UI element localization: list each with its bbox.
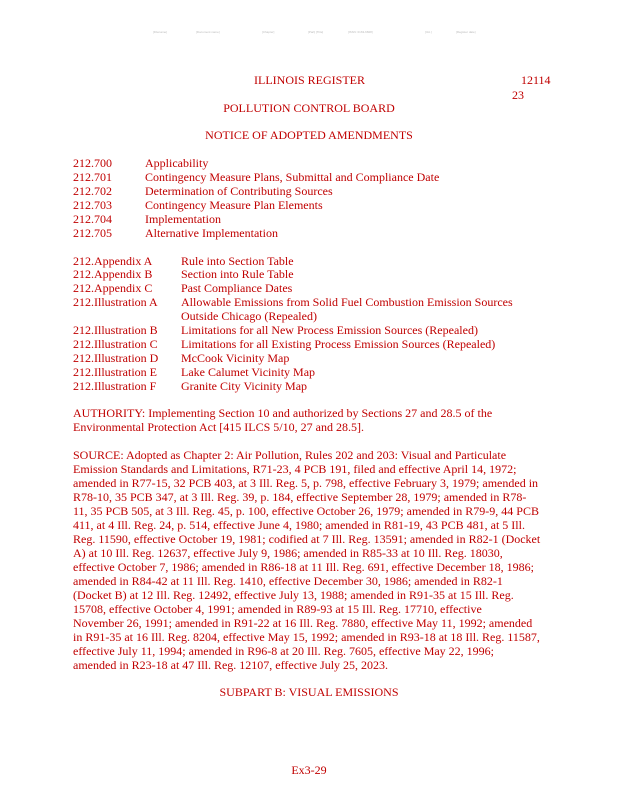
appendix-title: Section into Rule Table [181,267,294,281]
appendix-number: 212.Appendix C [73,281,153,295]
notice-title: NOTICE OF ADOPTED AMENDMENTS [205,128,413,142]
appendix-number: 212.Illustration E [73,365,157,379]
authority-text-line: AUTHORITY: Implementing Section 10 and authorized by Sections 27 and 28.5 of the [73,406,493,420]
footer-page-label: Ex3-29 [291,763,327,777]
section-number: 212.700 [73,156,112,170]
source-text-line: 15708, effective October 4, 1991; amended in R89-93 at 15 Ill. Reg. 17710, effective [73,602,482,616]
faint-header-field: [Part] [Title] [308,30,324,34]
source-text-line: A) at 10 Ill. Reg. 12637, effective July 9, 1986; amended in R85-33 at 10 Ill. Reg. 18030, [73,546,503,560]
source-text-line: Reg. 11590, effective October 19, 1981; codified at 7 Ill. Reg. 13591; amended in R82-1 (Docket [73,532,541,546]
source-text-line: amended in R23-18 at 47 Ill. Reg. 12107, effective July 25, 2023. [73,658,389,672]
appendix-title: Limitations for all Existing Process Emission Sources (Repealed) [181,337,496,351]
section-number: 212.704 [73,212,112,226]
board-title: POLLUTION CONTROL BOARD [223,101,395,115]
authority-text-line: Environmental Protection Act [415 ILCS 5/10, 27 and 28.5]. [73,420,364,434]
source-text-line: effective October 7, 1986; amended in R86-18 at 11 Ill. Reg. 691, effective December 18, 1986; [73,560,534,574]
appendix-number: 212.Appendix A [73,254,153,268]
faint-header-field: [ISSN: 0163-6828] [348,30,373,34]
section-number: 212.702 [73,184,112,198]
source-text-line: 411, at 4 Ill. Reg. 24, p. 514, effective June 4, 1980; amended in R81-19, 43 PCB 481, at 5 Ill. [73,518,525,532]
appendix-title: McCook Vicinity Map [181,351,290,365]
faint-header-field: [Chapter] [262,30,275,34]
section-title: Applicability [145,156,209,170]
appendix-number: 212.Illustration B [73,323,158,337]
faint-header-field: [Filename] [153,30,168,34]
section-title: Implementation [145,212,221,226]
page-number-suffix: 23 [512,88,524,102]
source-text-line: amended in R84-42 at 11 Ill. Reg. 1410, effective December 30, 1986; amended in R82-1 [73,574,503,588]
appendix-number: 212.Illustration A [73,295,158,309]
section-number: 212.705 [73,226,112,240]
section-title: Determination of Contributing Sources [145,184,333,198]
appendix-title: Limitations for all New Process Emission Sources (Repealed) [181,323,478,337]
source-text-line: 11, 35 PCB 505, at 3 Ill. Reg. 45, p. 100, effective October 26, 1979; amended in R79-9, 44 PCB [73,504,539,518]
section-number: 212.701 [73,170,112,184]
source-text-line: (Docket B) at 12 Ill. Reg. 12492, effective July 13, 1988; amended in R91-35 at 15 Ill. Reg. [73,588,514,602]
appendix-number: 212.Illustration D [73,351,159,365]
source-text-line: amended in R77-15, 32 PCB 403, at 3 Ill. Reg. 5, p. 798, effective February 3, 1979; amended in [73,476,539,490]
appendix-title: Lake Calumet Vicinity Map [181,365,316,379]
source-text-line: R78-10, 35 PCB 347, at 3 Ill. Reg. 39, p. 184, effective September 28, 1979; amended in R78- [73,490,527,504]
faint-header-field: [Vol.] [425,30,432,34]
source-text-line: SOURCE: Adopted as Chapter 2: Air Pollution, Rules 202 and 203: Visual and Particulate [73,448,507,462]
source-text-line: in R91-35 at 16 Ill. Reg. 8204, effective May 15, 1992; amended in R93-18 at 18 Ill. Reg. 11587, [73,630,540,644]
faint-header-field: [Register date] [456,30,476,34]
source-text-line: effective July 11, 1994; amended in R96-8 at 20 Ill. Reg. 7605, effective May 22, 1996; [73,644,495,658]
subpart-heading: SUBPART B: VISUAL EMISSIONS [219,685,399,699]
section-title: Alternative Implementation [145,226,278,240]
appendix-title: Rule into Section Table [181,254,294,268]
source-text-line: Emission Standards and Limitations, R71-23, 4 PCB 191, filed and effective April 14, 1972; [73,462,517,476]
appendix-number: 212.Illustration F [73,379,157,393]
appendix-title-continued: Outside Chicago (Repealed) [181,309,317,323]
page-number: 12114 [521,73,551,87]
section-title: Contingency Measure Plan Elements [145,198,323,212]
appendix-number: 212.Illustration C [73,337,158,351]
section-number: 212.703 [73,198,112,212]
appendix-title: Allowable Emissions from Solid Fuel Combustion Emission Sources [181,295,513,309]
faint-header-field: [Document name] [196,30,220,34]
source-text-line: November 26, 1991; amended in R91-22 at 16 Ill. Reg. 7880, effective May 11, 1992; amended [73,616,533,630]
appendix-number: 212.Appendix B [73,267,153,281]
appendix-title: Past Compliance Dates [181,281,293,295]
register-title: ILLINOIS REGISTER [254,73,365,87]
appendix-title: Granite City Vicinity Map [181,379,308,393]
section-title: Contingency Measure Plans, Submittal and Compliance Date [145,170,440,184]
